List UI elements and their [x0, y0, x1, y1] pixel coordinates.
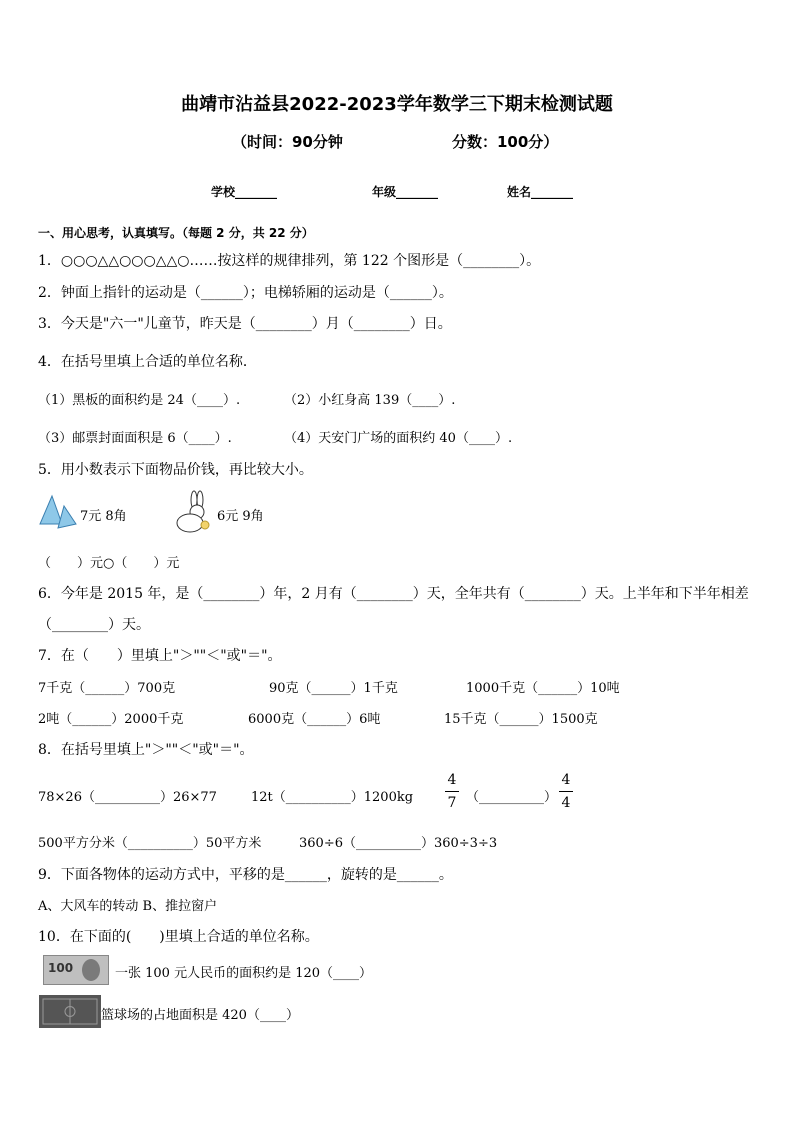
question-4: 4．在括号里填上合适的单位名称． [38, 354, 257, 370]
triangle-ruler-icon [38, 494, 78, 532]
question-9: 9．下面各物体的运动方式中，平移的是______，旋转的是______。 [38, 867, 453, 883]
q7-item: 15千克（______）1500克 [444, 712, 598, 727]
fraction-left: $\frac{4}{7}$ [445, 772, 459, 811]
q8-item: 12t（__________）1200kg [251, 790, 414, 805]
price-item-2: 6元 9角 [217, 509, 264, 524]
question-4-4: （4）天安门广场的面积约 40（____）. [284, 431, 513, 446]
question-9-options: A、大风车的转动 B、推拉窗户 [38, 899, 218, 914]
price-item-1: 7元 8角 [80, 509, 127, 524]
question-10-1: 一张 100 元人民币的面积约是 120（____） [115, 966, 373, 981]
rabbit-icon [170, 490, 214, 534]
question-6-cont: （________）天。 [38, 617, 150, 633]
fraction-right: $\frac{4}{4}$ [559, 772, 573, 811]
banknote-image: 100 [43, 955, 109, 985]
section-heading: 一、用心思考，认真填写。（每题 2 分，共 22 分） [38, 226, 314, 240]
question-4-2: （2）小红身高 139（____）. [284, 393, 456, 408]
q7-item: 90克（______）1千克 [269, 681, 398, 696]
q7-item: 1000千克（______）10吨 [466, 681, 620, 696]
question-4-1: （1）黑板的面积约是 24（____）. [38, 393, 241, 408]
price-compare: （ ）元○（ ）元 [38, 556, 180, 571]
question-10: 10．在下面的( )里填上合适的单位名称。 [38, 929, 319, 945]
basketball-court-icon [39, 995, 101, 1028]
q8-item: 78×26（__________）26×77 [38, 790, 217, 805]
question-1: 1．○○○△△○○○△△○……按这样的规律排列，第 122 个图形是（________）。 [38, 253, 541, 269]
question-7: 7．在（ ）里填上"＞""＜"或"＝"。 [38, 648, 282, 664]
page-title: 曲靖市沾益县2022-2023学年数学三下期末检测试题 [181, 94, 613, 115]
q7-item: 2吨（______）2000千克 [38, 712, 184, 727]
q8-item: 500平方分米（__________）50平方米 [38, 836, 262, 851]
question-8: 8．在括号里填上"＞""＜"或"＝"。 [38, 742, 254, 758]
school-field: 学校_______ [211, 185, 278, 199]
question-6: 6．今年是 2015 年，是（________）年，2 月有（________）天，全年共有（________）天。上半年和下半年相差 [38, 586, 749, 602]
question-2: 2．钟面上指针的运动是（______）；电梯轿厢的运动是（______）。 [38, 285, 453, 301]
name-field: 姓名_______ [507, 185, 574, 199]
question-4-3: （3）邮票封面面积是 6（____）. [38, 431, 232, 446]
q8-item: 360÷6（__________）360÷3÷3 [299, 836, 498, 851]
q7-item: 6000克（______）6吨 [248, 712, 381, 727]
grade-field: 年级_______ [372, 185, 439, 199]
question-5: 5．用小数表示下面物品价钱，再比较大小。 [38, 462, 313, 478]
q8-item: （__________） [466, 790, 558, 805]
question-10-2: 篮球场的占地面积是 420（____） [101, 1008, 299, 1023]
exam-score: 分数：100分） [452, 133, 559, 151]
question-3: 3．今天是"六一"儿童节，昨天是（________）月（________）日。 [38, 316, 452, 332]
exam-time: （时间：90分钟 [232, 133, 343, 151]
q7-item: 7千克（______）700克 [38, 681, 176, 696]
